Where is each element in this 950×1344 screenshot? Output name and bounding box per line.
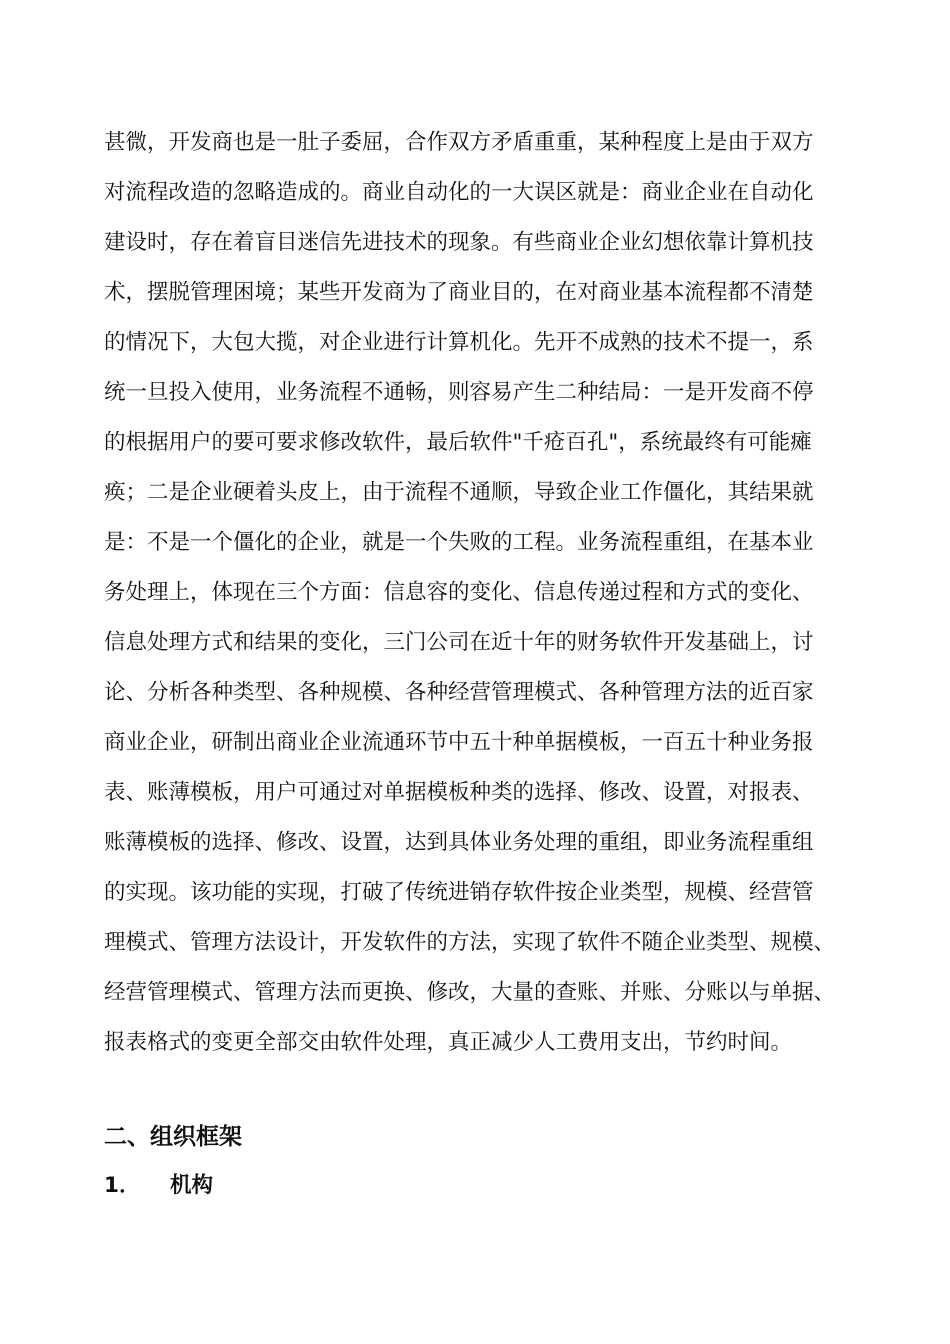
paragraph-line: 对流程改造的忽略造成的。商业自动化的一大误区就是：商业企业在自动化	[104, 180, 814, 205]
paragraph-line: 统一旦投入使用，业务流程不通畅，则容易产生二种结局：一是开发商不停	[104, 380, 814, 405]
paragraph-line: 术，摆脱管理困境；某些开发商为了商业目的，在对商业基本流程都不清楚	[104, 280, 814, 305]
paragraph-line: 信息处理方式和结果的变化，三门公司在近十年的财务软件开发基础上，讨	[104, 630, 814, 655]
paragraph-line: 经营管理模式、管理方法而更换、修改，大量的查账、并账、分账以与单据、	[104, 980, 836, 1005]
paragraph-line: 账薄模板的选择、修改、设置，达到具体业务处理的重组，即业务流程重组	[104, 830, 814, 855]
paragraph-line: 甚微，开发商也是一肚子委屈，合作双方矛盾重重，某种程度上是由于双方	[104, 130, 814, 155]
subsection-heading	[104, 1168, 213, 1204]
paragraph-line: 表、账薄模板，用户可通过对单据模板种类的选择、修改、设置，对报表、	[104, 780, 814, 805]
paragraph-line: 论、分析各种类型、各种规模、各种经营管理模式、各种管理方法的近百家	[104, 680, 814, 705]
paragraph-line: 的情况下，大包大揽，对企业进行计算机化。先开不成熟的技术不提一，系	[104, 330, 814, 355]
paragraph-line: 务处理上，体现在三个方面：信息容的变化、信息传递过程和方式的变化、	[104, 580, 814, 605]
subsection-number: 1．	[104, 1173, 141, 1198]
subsection-title: 机构	[170, 1173, 214, 1198]
paragraph-line: 的实现。该功能的实现，打破了传统进销存软件按企业类型，规模、经营管	[104, 880, 814, 905]
paragraph-line: 是：不是一个僵化的企业，就是一个失败的工程。业务流程重组，在基本业	[104, 530, 814, 555]
paragraph-line: 商业企业，研制出商业企业流通环节中五十种单据模板，一百五十种业务报	[104, 730, 814, 755]
paragraph-line: 理模式、管理方法设计，开发软件的方法，实现了软件不随企业类型、规模、	[104, 930, 836, 955]
paragraph-line: 报表格式的变更全部交由软件处理，真正减少人工费用支出，节约时间。	[104, 1030, 793, 1055]
body-paragraph	[104, 118, 864, 1068]
paragraph-line: 的根据用户的要可要求修改软件，最后软件"千疮百孔"，系统最终有可能瘫	[104, 430, 812, 455]
paragraph-line: 痪；二是企业硬着头皮上，由于流程不通顺，导致企业工作僵化，其结果就	[104, 480, 814, 505]
paragraph-line: 建设时，存在着盲目迷信先进技术的现象。有些商业企业幻想依靠计算机技	[104, 230, 814, 255]
section-heading: 二、组织框架	[104, 1124, 242, 1150]
